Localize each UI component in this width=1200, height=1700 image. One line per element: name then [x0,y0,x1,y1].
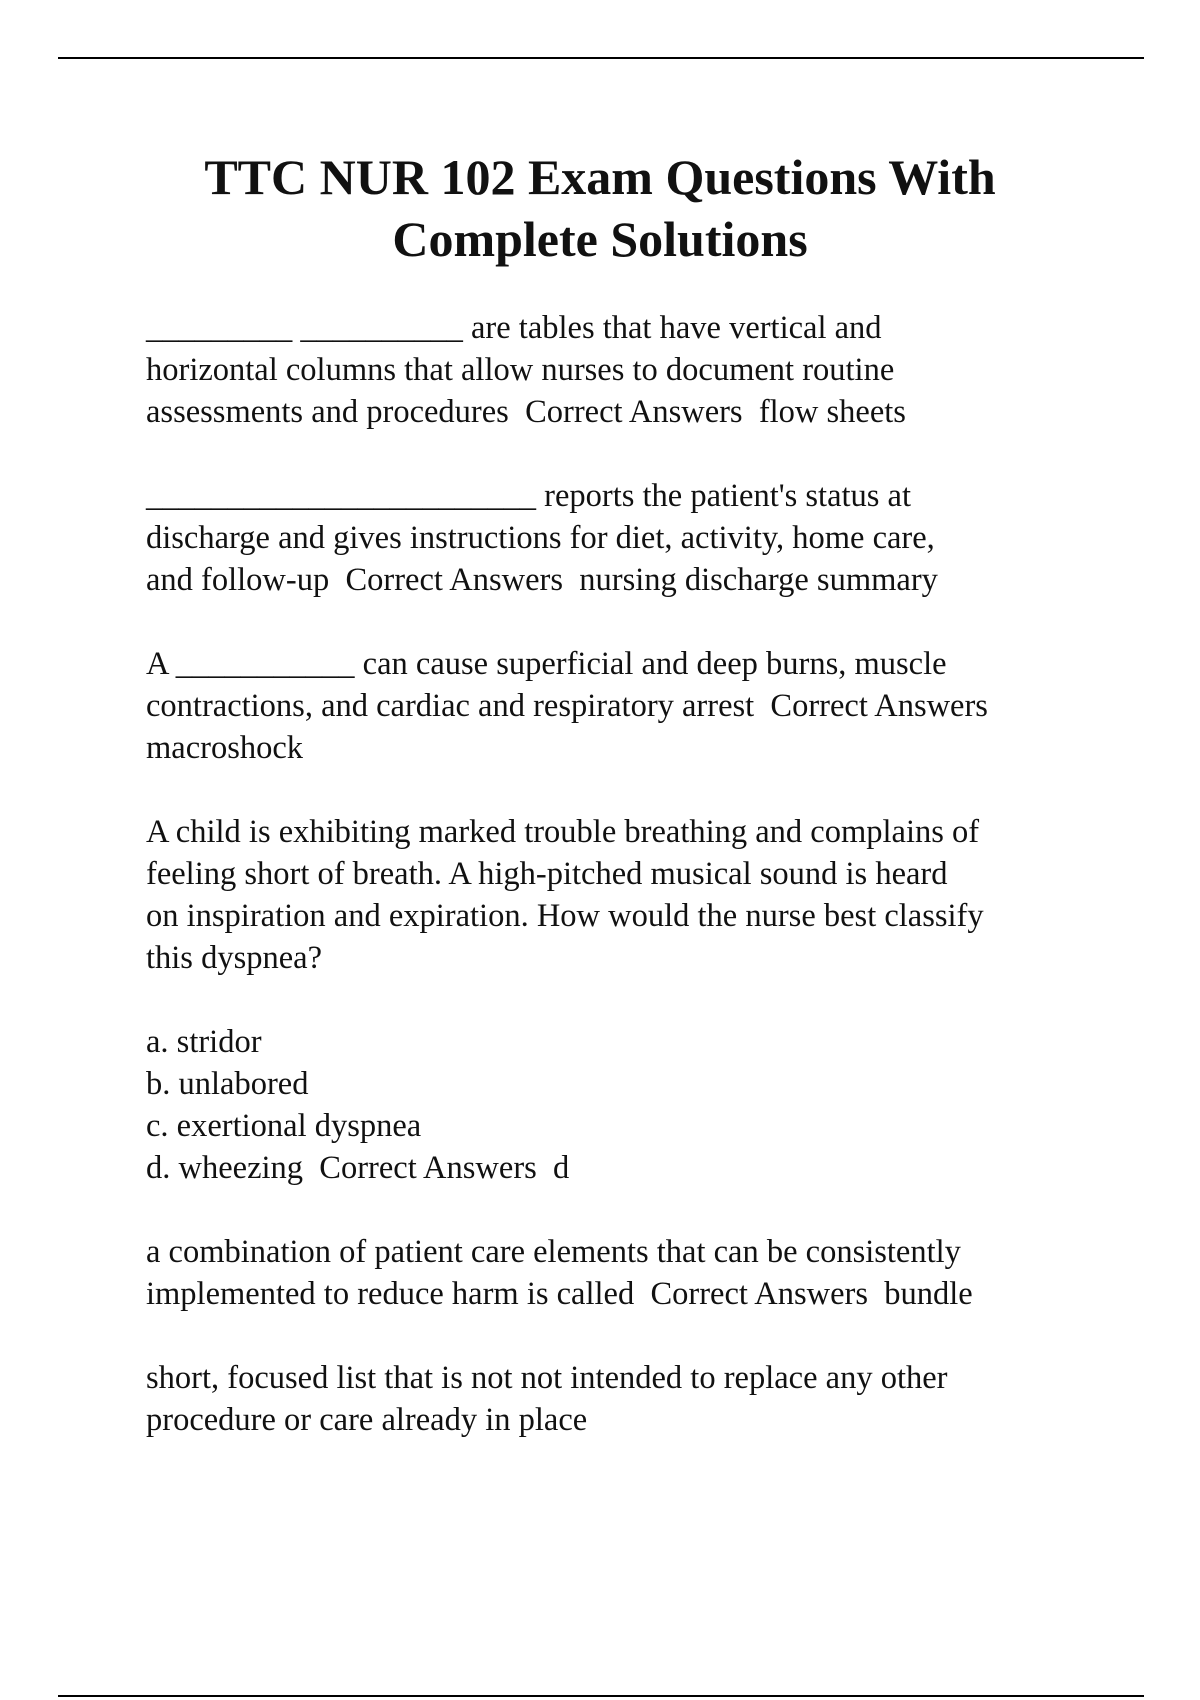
question-discharge-summary [146,475,1106,601]
option-a: a. stridor [146,1024,262,1060]
bottom-rule [58,1695,1144,1697]
text-line: and follow-up Correct Answers nursing discharge summary [146,562,938,598]
text-line: procedure or care already in place [146,1402,588,1438]
text-line: this dyspnea? [146,940,323,976]
text-line: implemented to reduce harm is called Correct Answers bundle [146,1276,973,1312]
question-focused-list [146,1357,1106,1441]
question-bundle [146,1231,1106,1315]
text-line: macroshock [146,730,304,766]
option-b: b. unlabored [146,1066,309,1102]
text-line: feeling short of breath. A high-pitched musical sound is heard [146,856,948,892]
top-rule [58,57,1144,59]
text-line: A child is exhibiting marked trouble breathing and complains of [146,814,980,850]
text-line: contractions, and cardiac and respiratory arrest Correct Answers [146,688,988,724]
question-dyspnea [146,811,1106,979]
text-line: a combination of patient care elements that can be consistently [146,1234,961,1270]
text-line: short, focused list that is not not intended to replace any other [146,1360,948,1396]
question-macroshock [146,643,1106,769]
text-line: A ___________ can cause superficial and deep burns, muscle [146,646,947,682]
title-line: TTC NUR 102 Exam Questions With [204,149,996,205]
text-line: on inspiration and expiration. How would the nurse best classify [146,898,984,934]
document-title [100,146,1100,270]
document-body [146,307,1106,1483]
text-line: _________ __________ are tables that have vertical and [146,310,882,346]
text-line: discharge and gives instructions for diet, activity, home care, [146,520,935,556]
text-line: horizontal columns that allow nurses to document routine [146,352,895,388]
text-line: ________________________ reports the patient's status at [146,478,912,514]
option-d: d. wheezing Correct Answers d [146,1150,570,1186]
question-flow-sheets [146,307,1106,433]
option-c: c. exertional dyspnea [146,1108,422,1144]
text-line: assessments and procedures Correct Answers flow sheets [146,394,906,430]
answer-options [146,1021,1106,1189]
title-line: Complete Solutions [392,211,808,267]
